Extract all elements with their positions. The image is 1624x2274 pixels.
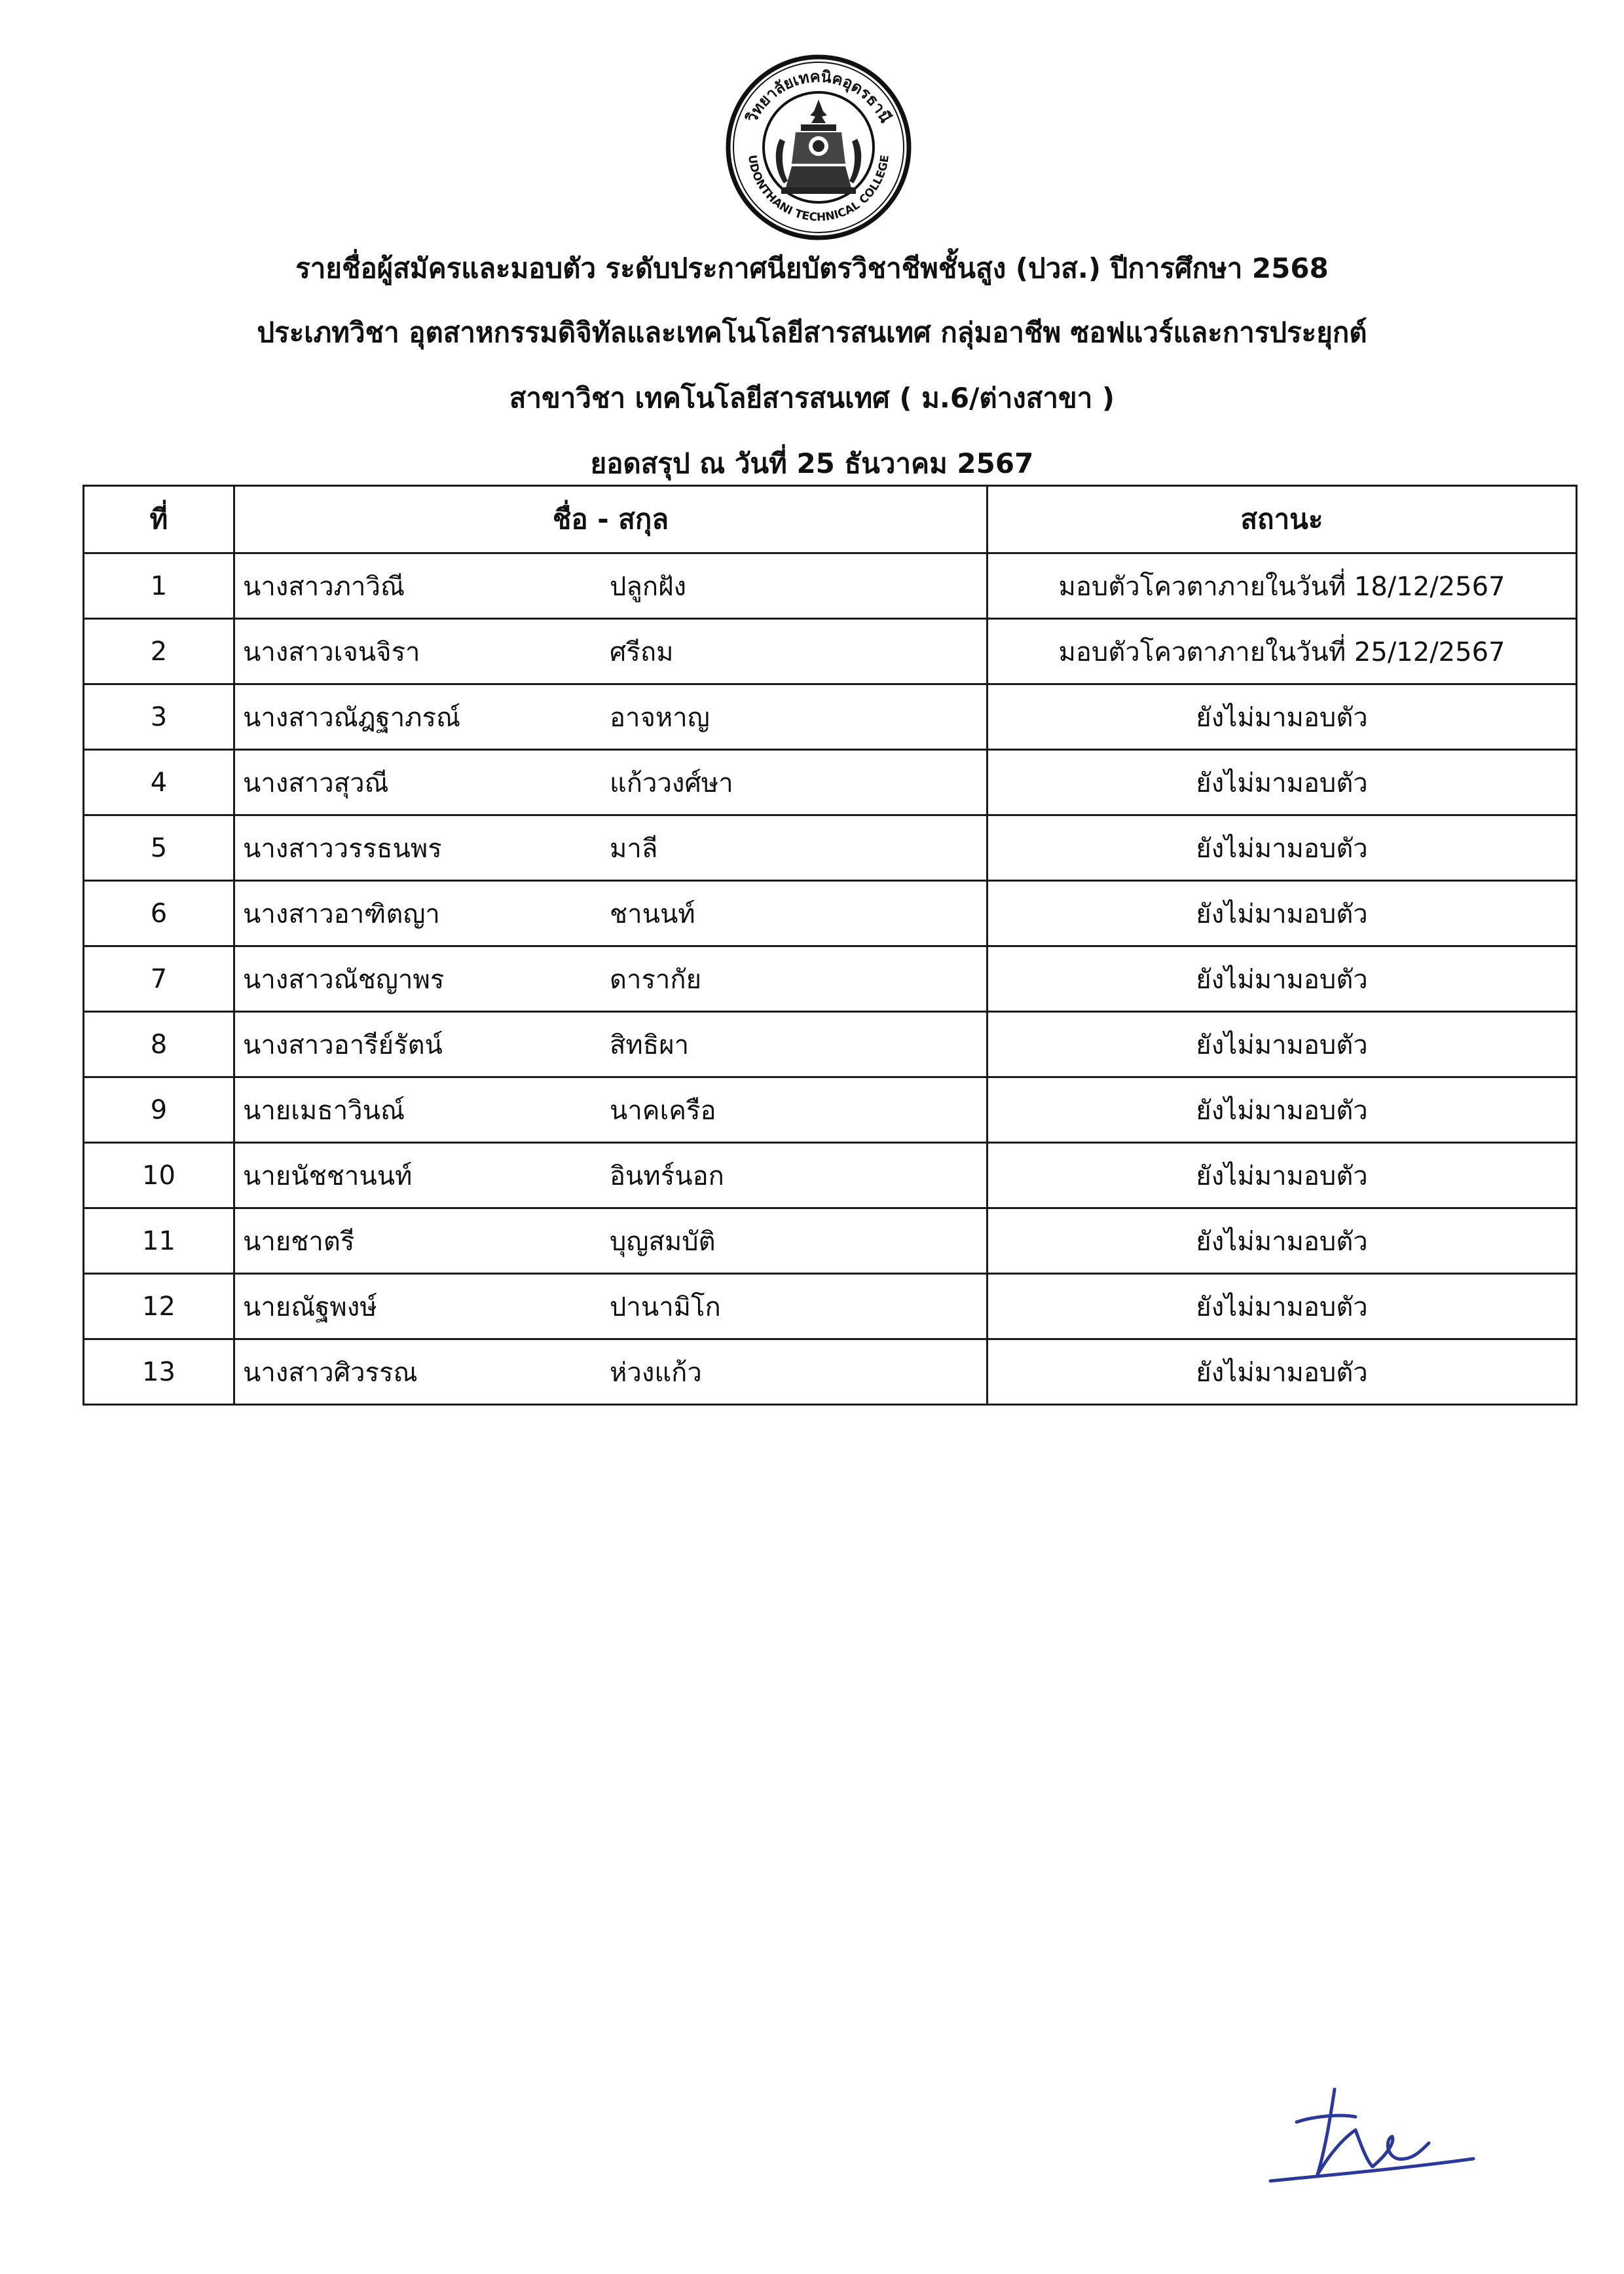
row-number: 1 (84, 553, 234, 619)
first-name: นางสาวณัชญาพร (243, 964, 445, 995)
row-status: มอบตัวโควตาภายในวันที่ 18/12/2567 (987, 553, 1577, 619)
table-row (84, 946, 1577, 1012)
first-name: นางสาวณัฎฐาภรณ์ (243, 702, 461, 733)
row-number: 5 (84, 815, 234, 881)
row-number: 9 (84, 1077, 234, 1143)
row-status: ยังไม่มามอบตัว (987, 684, 1577, 750)
major-line: สาขาวิชา เทคโนโลยีสารสนเทศ ( ม.6/ต่างสาขา ) (509, 382, 1115, 414)
last-name: แก้ววงศ์ษา (610, 768, 733, 798)
first-name: นางสาวศิวรรณ (243, 1357, 418, 1388)
last-name: ชานนท์ (610, 899, 695, 929)
row-name (234, 1077, 987, 1143)
first-name: นางสาวเจนจิรา (243, 637, 420, 667)
row-status: ยังไม่มามอบตัว (987, 946, 1577, 1012)
first-name: นางสาวสุวณี (243, 768, 389, 798)
row-name (234, 553, 987, 619)
table-row (84, 1339, 1577, 1405)
first-name: นางสาวอารีย์รัตน์ (243, 1030, 443, 1060)
row-number: 2 (84, 619, 234, 684)
row-number: 10 (84, 1143, 234, 1208)
table-row (84, 881, 1577, 946)
last-name: ศรีถม (610, 637, 674, 667)
table-row (84, 1077, 1577, 1143)
row-number: 8 (84, 1012, 234, 1077)
table-row (84, 619, 1577, 684)
program-type-line: ประเภทวิชา อุตสาหกรรมดิจิทัลและเทคโนโลยีสารสนเทศ กลุ่มอาชีพ ซอฟแวร์และการประยุกต์ (257, 316, 1367, 348)
header-status: สถานะ (987, 486, 1577, 553)
applicant-table (83, 485, 1578, 1406)
first-name: นางสาวภาวิณี (243, 571, 405, 602)
row-name (234, 946, 987, 1012)
table-row (84, 1274, 1577, 1339)
table-row (84, 553, 1577, 619)
row-number: 3 (84, 684, 234, 750)
first-name: นายเมธาวินณ์ (243, 1095, 405, 1126)
row-number: 13 (84, 1339, 234, 1405)
last-name: อาจหาญ (610, 702, 710, 733)
row-status: มอบตัวโควตาภายในวันที่ 25/12/2567 (987, 619, 1577, 684)
row-status: ยังไม่มามอบตัว (987, 881, 1577, 946)
table-row (84, 750, 1577, 815)
row-status: ยังไม่มามอบตัว (987, 1274, 1577, 1339)
row-name (234, 750, 987, 815)
last-name: มาลี (610, 833, 658, 864)
table-row (84, 815, 1577, 881)
table-header-row (84, 486, 1577, 553)
row-name (234, 1143, 987, 1208)
college-seal-icon (724, 52, 913, 242)
table-row (84, 1208, 1577, 1274)
row-status: ยังไม่มามอบตัว (987, 1012, 1577, 1077)
header-no: ที่ (84, 486, 234, 553)
row-status: ยังไม่มามอบตัว (987, 1143, 1577, 1208)
row-name (234, 1274, 987, 1339)
row-name (234, 1012, 987, 1077)
row-status: ยังไม่มามอบตัว (987, 1077, 1577, 1143)
last-name: ปานามิโก (610, 1292, 721, 1322)
row-name (234, 1208, 987, 1274)
table-row (84, 684, 1577, 750)
row-number: 6 (84, 881, 234, 946)
first-name: นางสาวอาฑิตญา (243, 899, 440, 929)
header-name: ชื่อ - สกุล (234, 486, 987, 553)
row-status: ยังไม่มามอบตัว (987, 750, 1577, 815)
last-name: ปลูกฝัง (610, 571, 687, 602)
row-number: 12 (84, 1274, 234, 1339)
svg-text:วิทยาลัยเทคนิคอุดรธานี: วิทยาลัยเทคนิคอุดรธานี (742, 67, 895, 126)
first-name: นายชาตรี (243, 1226, 355, 1257)
last-name: บุญสมบัติ (610, 1226, 716, 1257)
table-row (84, 1143, 1577, 1208)
row-name (234, 1339, 987, 1405)
table-row (84, 1012, 1577, 1077)
row-status: ยังไม่มามอบตัว (987, 815, 1577, 881)
row-status: ยังไม่มามอบตัว (987, 1208, 1577, 1274)
last-name: ห่วงแก้ว (610, 1357, 702, 1388)
first-name: นายนัชชานนท์ (243, 1161, 413, 1191)
row-number: 7 (84, 946, 234, 1012)
row-name (234, 815, 987, 881)
row-number: 4 (84, 750, 234, 815)
row-name (234, 619, 987, 684)
row-number: 11 (84, 1208, 234, 1274)
svg-text:UDONTHANI TECHNICAL COLLEGE: UDONTHANI TECHNICAL COLLEGE (745, 154, 892, 225)
document-title: รายชื่อผู้สมัครและมอบตัว ระดับประกาศนียบัตรวิชาชีพชั้นสูง (ปวส.) ปีการศึกษา 2568 (295, 252, 1329, 284)
last-name: อินทร์นอก (610, 1161, 724, 1191)
row-name (234, 881, 987, 946)
signature-icon (1257, 2076, 1486, 2194)
row-status: ยังไม่มามอบตัว (987, 1339, 1577, 1405)
first-name: นางสาววรรธนพร (243, 833, 442, 864)
first-name: นายณัฐพงษ์ (243, 1292, 377, 1322)
last-name: ดารากัย (610, 964, 702, 995)
last-name: สิทธิผา (610, 1030, 690, 1060)
row-name (234, 684, 987, 750)
last-name: นาคเครือ (610, 1095, 716, 1126)
summary-date-line: ยอดสรุป ณ วันที่ 25 ธันวาคม 2567 (590, 447, 1034, 479)
